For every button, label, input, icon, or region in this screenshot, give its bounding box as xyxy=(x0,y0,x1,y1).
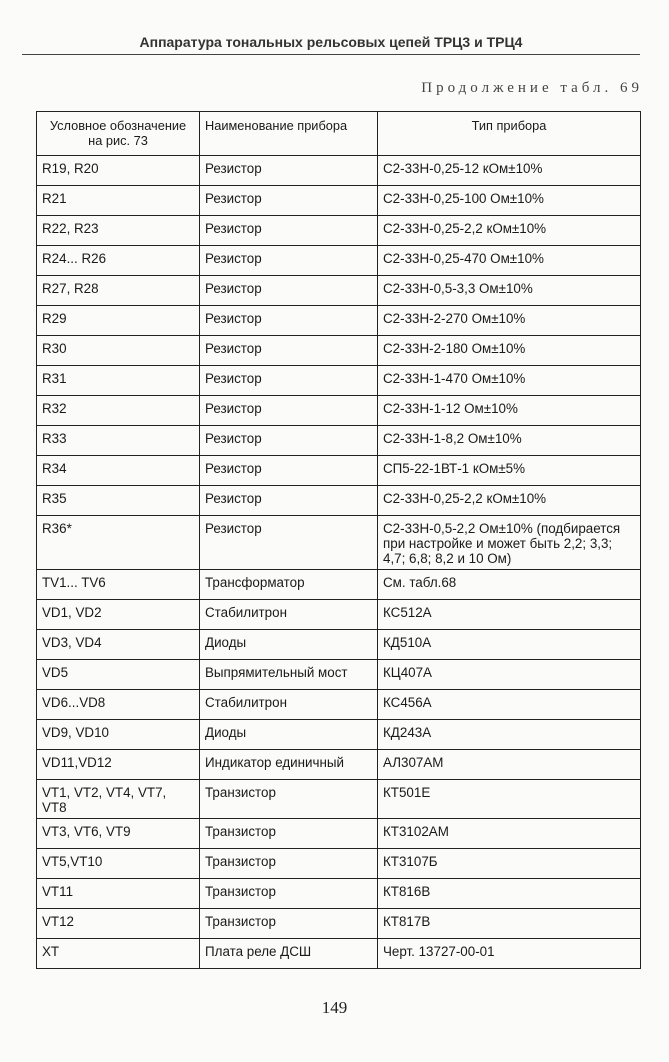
cell-designation: R31 xyxy=(37,366,200,396)
cell-designation: R33 xyxy=(37,426,200,456)
cell-device-type: С2-33Н-1-12 Ом±10% xyxy=(378,396,641,426)
cell-device-type: С2-33Н-1-8,2 Ом±10% xyxy=(378,426,641,456)
cell-device-type: КС456А xyxy=(378,690,641,720)
cell-designation: XT xyxy=(37,939,200,969)
cell-designation: R34 xyxy=(37,456,200,486)
cell-designation: VD11,VD12 xyxy=(37,750,200,780)
cell-designation: R32 xyxy=(37,396,200,426)
table-row xyxy=(37,216,641,246)
table-row xyxy=(37,156,641,186)
table-row xyxy=(37,720,641,750)
cell-device-name: Транзистор xyxy=(200,909,378,939)
cell-designation: VT12 xyxy=(37,909,200,939)
components-table xyxy=(36,111,641,969)
table-row xyxy=(37,849,641,879)
cell-device-type: АЛ307АМ xyxy=(378,750,641,780)
cell-device-type: С2-33Н-0,25-2,2 кОм±10% xyxy=(378,486,641,516)
cell-device-name: Диоды xyxy=(200,720,378,750)
cell-designation: VD9, VD10 xyxy=(37,720,200,750)
cell-device-name: Резистор xyxy=(200,516,378,570)
cell-designation: VD1, VD2 xyxy=(37,600,200,630)
cell-designation: R29 xyxy=(37,306,200,336)
cell-device-name: Резистор xyxy=(200,216,378,246)
table-row xyxy=(37,396,641,426)
cell-device-name: Диоды xyxy=(200,630,378,660)
cell-device-type: КТ3107Б xyxy=(378,849,641,879)
cell-device-name: Стабилитрон xyxy=(200,690,378,720)
cell-designation: TV1... TV6 xyxy=(37,570,200,600)
cell-designation: VD6...VD8 xyxy=(37,690,200,720)
cell-device-type: С2-33Н-0,25-2,2 кОм±10% xyxy=(378,216,641,246)
cell-device-type: КД510А xyxy=(378,630,641,660)
cell-device-name: Резистор xyxy=(200,186,378,216)
running-title: Аппаратура тональных рельсовых цепей ТРЦ3 и ТРЦ4 xyxy=(139,34,523,50)
cell-device-type: С2-33Н-0,25-100 Ом±10% xyxy=(378,186,641,216)
table-row xyxy=(37,486,641,516)
table-row xyxy=(37,570,641,600)
table-row xyxy=(37,780,641,819)
cell-device-name: Резистор xyxy=(200,246,378,276)
table-row xyxy=(37,306,641,336)
cell-device-type: С2-33Н-0,25-12 кОм±10% xyxy=(378,156,641,186)
column-header-name: Наименование прибора xyxy=(200,112,378,156)
table-row xyxy=(37,939,641,969)
table-row xyxy=(37,879,641,909)
table-row xyxy=(37,366,641,396)
column-header-type: Тип прибора xyxy=(378,112,641,156)
cell-device-name: Индикатор единичный xyxy=(200,750,378,780)
cell-device-name: Транзистор xyxy=(200,780,378,819)
cell-device-type: С2-33Н-1-470 Ом±10% xyxy=(378,366,641,396)
cell-device-type: С2-33Н-0,5-2,2 Ом±10% (подбирается при настройке и может быть 2,2; 3,3; 4,7; 6,8; 8,2 и 10 Ом) xyxy=(378,516,641,570)
table-row xyxy=(37,909,641,939)
table-row xyxy=(37,456,641,486)
table-row xyxy=(37,276,641,306)
table-row xyxy=(37,819,641,849)
table-row xyxy=(37,336,641,366)
cell-device-name: Резистор xyxy=(200,156,378,186)
cell-device-type: С2-33Н-0,25-470 Ом±10% xyxy=(378,246,641,276)
cell-device-name: Транзистор xyxy=(200,849,378,879)
cell-designation: VT11 xyxy=(37,879,200,909)
cell-device-name: Резистор xyxy=(200,456,378,486)
cell-device-type: Черт. 13727-00-01 xyxy=(378,939,641,969)
cell-device-type: С2-33Н-2-180 Ом±10% xyxy=(378,336,641,366)
table-row xyxy=(37,426,641,456)
cell-device-type: КТ501Е xyxy=(378,780,641,819)
cell-device-type: КД243А xyxy=(378,720,641,750)
cell-designation: VT3, VT6, VT9 xyxy=(37,819,200,849)
cell-designation: VT1, VT2, VT4, VT7, VT8 xyxy=(37,780,200,819)
table-header-row xyxy=(37,112,641,156)
table-row xyxy=(37,690,641,720)
cell-device-name: Резистор xyxy=(200,486,378,516)
cell-designation: VD3, VD4 xyxy=(37,630,200,660)
header-rule xyxy=(22,54,640,55)
table-continuation-label: Продолжение табл. 69 xyxy=(421,80,643,96)
cell-designation: R27, R28 xyxy=(37,276,200,306)
cell-device-name: Транзистор xyxy=(200,879,378,909)
table-row xyxy=(37,600,641,630)
cell-device-name: Стабилитрон xyxy=(200,600,378,630)
cell-device-type: КТ816В xyxy=(378,879,641,909)
cell-device-type: С2-33Н-0,5-3,3 Ом±10% xyxy=(378,276,641,306)
cell-designation: R22, R23 xyxy=(37,216,200,246)
cell-designation: R35 xyxy=(37,486,200,516)
cell-device-name: Трансформатор xyxy=(200,570,378,600)
cell-device-type: КТ3102АМ xyxy=(378,819,641,849)
table-row xyxy=(37,246,641,276)
cell-device-name: Резистор xyxy=(200,336,378,366)
cell-device-type: См. табл.68 xyxy=(378,570,641,600)
cell-device-name: Резистор xyxy=(200,366,378,396)
table-row xyxy=(37,660,641,690)
cell-device-name: Резистор xyxy=(200,426,378,456)
column-header-designation: Условное обозначение на рис. 73 xyxy=(37,112,200,156)
cell-device-type: КТ817В xyxy=(378,909,641,939)
table-row xyxy=(37,750,641,780)
table-row xyxy=(37,630,641,660)
cell-designation: R24... R26 xyxy=(37,246,200,276)
cell-device-name: Резистор xyxy=(200,306,378,336)
cell-device-type: КС512А xyxy=(378,600,641,630)
cell-device-name: Выпрямительный мост xyxy=(200,660,378,690)
cell-designation: VT5,VT10 xyxy=(37,849,200,879)
cell-device-type: СП5-22-1ВТ-1 кОм±5% xyxy=(378,456,641,486)
cell-designation: R21 xyxy=(37,186,200,216)
table-row xyxy=(37,516,641,570)
page-number: 149 xyxy=(321,998,348,1017)
cell-device-type: С2-33Н-2-270 Ом±10% xyxy=(378,306,641,336)
cell-designation: VD5 xyxy=(37,660,200,690)
cell-device-name: Резистор xyxy=(200,396,378,426)
table-row xyxy=(37,186,641,216)
cell-device-name: Резистор xyxy=(200,276,378,306)
cell-designation: R36* xyxy=(37,516,200,570)
cell-device-type: КЦ407А xyxy=(378,660,641,690)
cell-device-name: Плата реле ДСШ xyxy=(200,939,378,969)
cell-designation: R30 xyxy=(37,336,200,366)
cell-designation: R19, R20 xyxy=(37,156,200,186)
cell-device-name: Транзистор xyxy=(200,819,378,849)
